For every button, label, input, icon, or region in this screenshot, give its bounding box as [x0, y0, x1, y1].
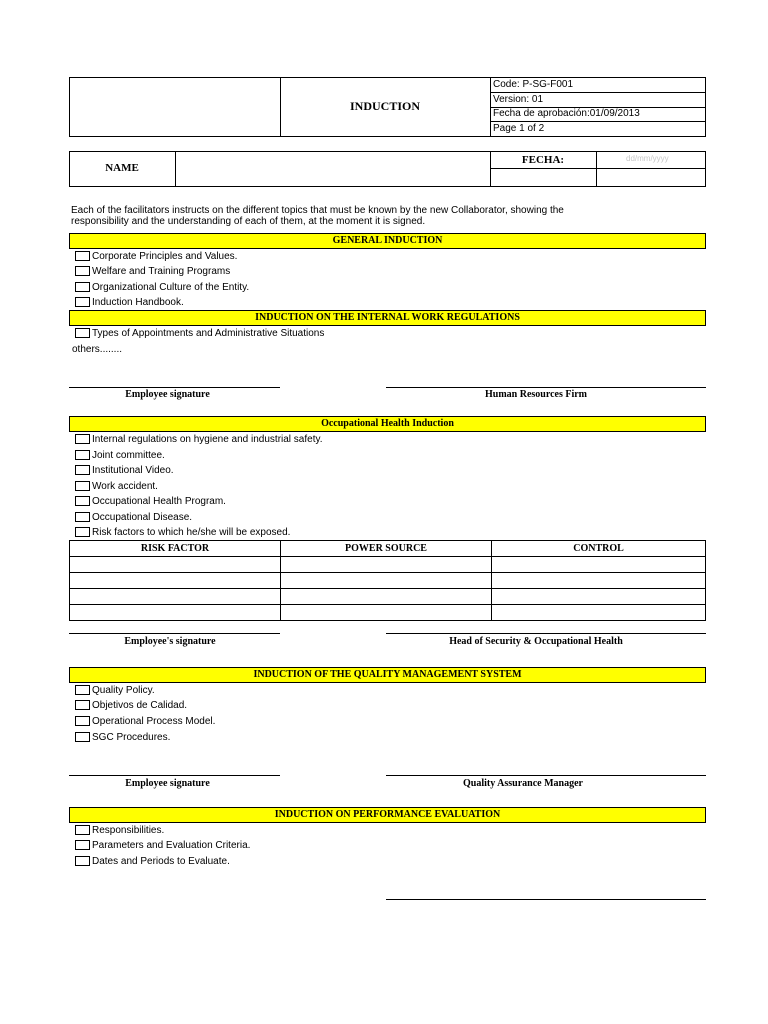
item-label: Risk factors to which he/she will be exposed. — [92, 526, 291, 538]
item-label: Dates and Periods to Evaluate. — [92, 855, 230, 867]
checklist-item[interactable] — [75, 264, 230, 278]
signature-line[interactable] — [69, 633, 280, 634]
checklist-item[interactable] — [75, 854, 230, 868]
table-cell[interactable] — [70, 573, 281, 589]
signature-line[interactable] — [69, 775, 280, 776]
checkbox[interactable] — [75, 251, 90, 261]
checklist-item[interactable] — [75, 698, 187, 712]
quality-heading: INDUCTION OF THE QUALITY MANAGEMENT SYSTEM — [69, 667, 706, 683]
table-cell[interactable] — [492, 589, 706, 605]
health-heading: Occupational Health Induction — [69, 416, 706, 432]
item-label: Parameters and Evaluation Criteria. — [92, 839, 251, 851]
form-title: INDUCTION — [349, 99, 420, 113]
employee-signature-label: Employee's signature — [124, 636, 216, 647]
signature-line[interactable] — [386, 633, 706, 634]
checklist-item[interactable] — [75, 432, 323, 446]
checklist-item[interactable] — [75, 714, 215, 728]
checkbox[interactable] — [75, 481, 90, 491]
checklist-item[interactable] — [75, 326, 324, 340]
performance-heading: INDUCTION ON PERFORMANCE EVALUATION — [69, 807, 706, 823]
checklist-item[interactable] — [75, 838, 250, 852]
checklist-item[interactable] — [75, 479, 158, 493]
table-cell[interactable] — [492, 573, 706, 589]
name-field[interactable] — [176, 152, 489, 186]
table-cell[interactable] — [492, 605, 706, 621]
table-cell[interactable] — [281, 589, 492, 605]
others-text: others........ — [72, 344, 123, 355]
item-label: Work accident. — [92, 480, 158, 492]
item-label: Responsibilities. — [92, 824, 165, 836]
checkbox[interactable] — [75, 732, 90, 742]
checklist-item[interactable] — [75, 730, 170, 744]
item-label: Objetivos de Calidad. — [92, 699, 188, 711]
checkbox[interactable] — [75, 297, 90, 307]
header-row-line — [490, 121, 706, 122]
checkbox[interactable] — [75, 328, 90, 338]
item-label: Operational Process Model. — [92, 715, 216, 727]
risk-factor-header: RISK FACTOR — [70, 541, 281, 557]
checklist-item[interactable] — [75, 463, 174, 477]
checkbox[interactable] — [75, 840, 90, 850]
checkbox[interactable] — [75, 856, 90, 866]
name-label: NAME — [105, 162, 139, 174]
checklist-item[interactable] — [75, 249, 237, 263]
checklist-item[interactable] — [75, 683, 155, 697]
table-cell[interactable] — [281, 573, 492, 589]
checkbox[interactable] — [75, 685, 90, 695]
item-label: SGC Procedures. — [92, 731, 171, 743]
risk-table — [69, 540, 706, 621]
checklist-item[interactable] — [75, 280, 249, 294]
fecha-label: FECHA: — [521, 154, 565, 166]
checkbox[interactable] — [75, 527, 90, 537]
table-cell[interactable] — [70, 605, 281, 621]
name-row-midline — [490, 168, 706, 169]
item-label: Induction Handbook. — [92, 296, 184, 308]
table-cell[interactable] — [281, 605, 492, 621]
name-row-divider — [596, 151, 597, 187]
hr-signature-label: Human Resources Firm — [484, 389, 588, 400]
item-label: Organizational Culture of the Entity. — [92, 281, 250, 293]
item-label: Internal regulations on hygiene and industrial safety. — [92, 433, 323, 445]
employee-signature-label: Employee signature — [125, 778, 210, 789]
risk-table-header — [70, 541, 706, 557]
checklist-item[interactable] — [75, 295, 184, 309]
general-induction-heading: GENERAL INDUCTION — [69, 233, 706, 249]
control-header: CONTROL — [492, 541, 706, 557]
item-label: Corporate Principles and Values. — [92, 250, 238, 262]
checklist-item[interactable] — [75, 510, 192, 524]
checkbox[interactable] — [75, 496, 90, 506]
form-version: Version: 01 — [493, 94, 544, 105]
checkbox[interactable] — [75, 465, 90, 475]
checklist-item[interactable] — [75, 525, 290, 539]
table-cell[interactable] — [70, 589, 281, 605]
table-row — [70, 557, 706, 573]
item-label: Quality Policy. — [92, 684, 155, 696]
item-label: Welfare and Training Programs — [92, 265, 231, 277]
item-label: Institutional Video. — [92, 464, 174, 476]
checkbox[interactable] — [75, 266, 90, 276]
checklist-item[interactable] — [75, 823, 164, 837]
item-label: Types of Appointments and Administrative Situations — [92, 327, 325, 339]
table-cell[interactable] — [70, 557, 281, 573]
date-field[interactable]: dd/mm/yyyy — [626, 154, 669, 163]
quality-manager-signature-label: Quality Assurance Manager — [463, 778, 583, 789]
page-number: Page 1 of 2 — [493, 123, 545, 134]
signature-line[interactable] — [386, 775, 706, 776]
header-row-line — [490, 92, 706, 93]
checkbox[interactable] — [75, 512, 90, 522]
item-label: Joint committee. — [92, 449, 165, 461]
item-label: Occupational Health Program. — [92, 495, 226, 507]
item-label: Occupational Disease. — [92, 511, 193, 523]
intro-text: Each of the facilitators instructs on the different topics that must be known by the new Collaborator, showing the responsibility and the understanding of each of them, at the moment it is signed. — [71, 205, 564, 227]
power-source-header: POWER SOURCE — [281, 541, 492, 557]
form-code: Code: P-SG-F001 — [493, 79, 574, 90]
security-head-signature-label: Head of Security & Occupational Health — [449, 636, 623, 647]
signature-line[interactable] — [69, 387, 280, 388]
table-cell[interactable] — [281, 557, 492, 573]
regulations-heading: INDUCTION ON THE INTERNAL WORK REGULATIONS — [69, 310, 706, 326]
table-cell[interactable] — [492, 557, 706, 573]
signature-line[interactable] — [386, 387, 706, 388]
table-row — [70, 573, 706, 589]
table-row — [70, 605, 706, 621]
employee-signature-label: Employee signature — [125, 389, 210, 400]
checklist-item[interactable] — [75, 494, 226, 508]
table-row — [70, 589, 706, 605]
checklist-item[interactable] — [75, 448, 165, 462]
signature-line[interactable] — [386, 899, 706, 900]
checkbox[interactable] — [75, 450, 90, 460]
checkbox[interactable] — [75, 282, 90, 292]
approval-date: Fecha de aprobación:01/09/2013 — [493, 108, 640, 119]
checkbox[interactable] — [75, 700, 90, 710]
checkbox[interactable] — [75, 434, 90, 444]
checkbox[interactable] — [75, 716, 90, 726]
checkbox[interactable] — [75, 825, 90, 835]
